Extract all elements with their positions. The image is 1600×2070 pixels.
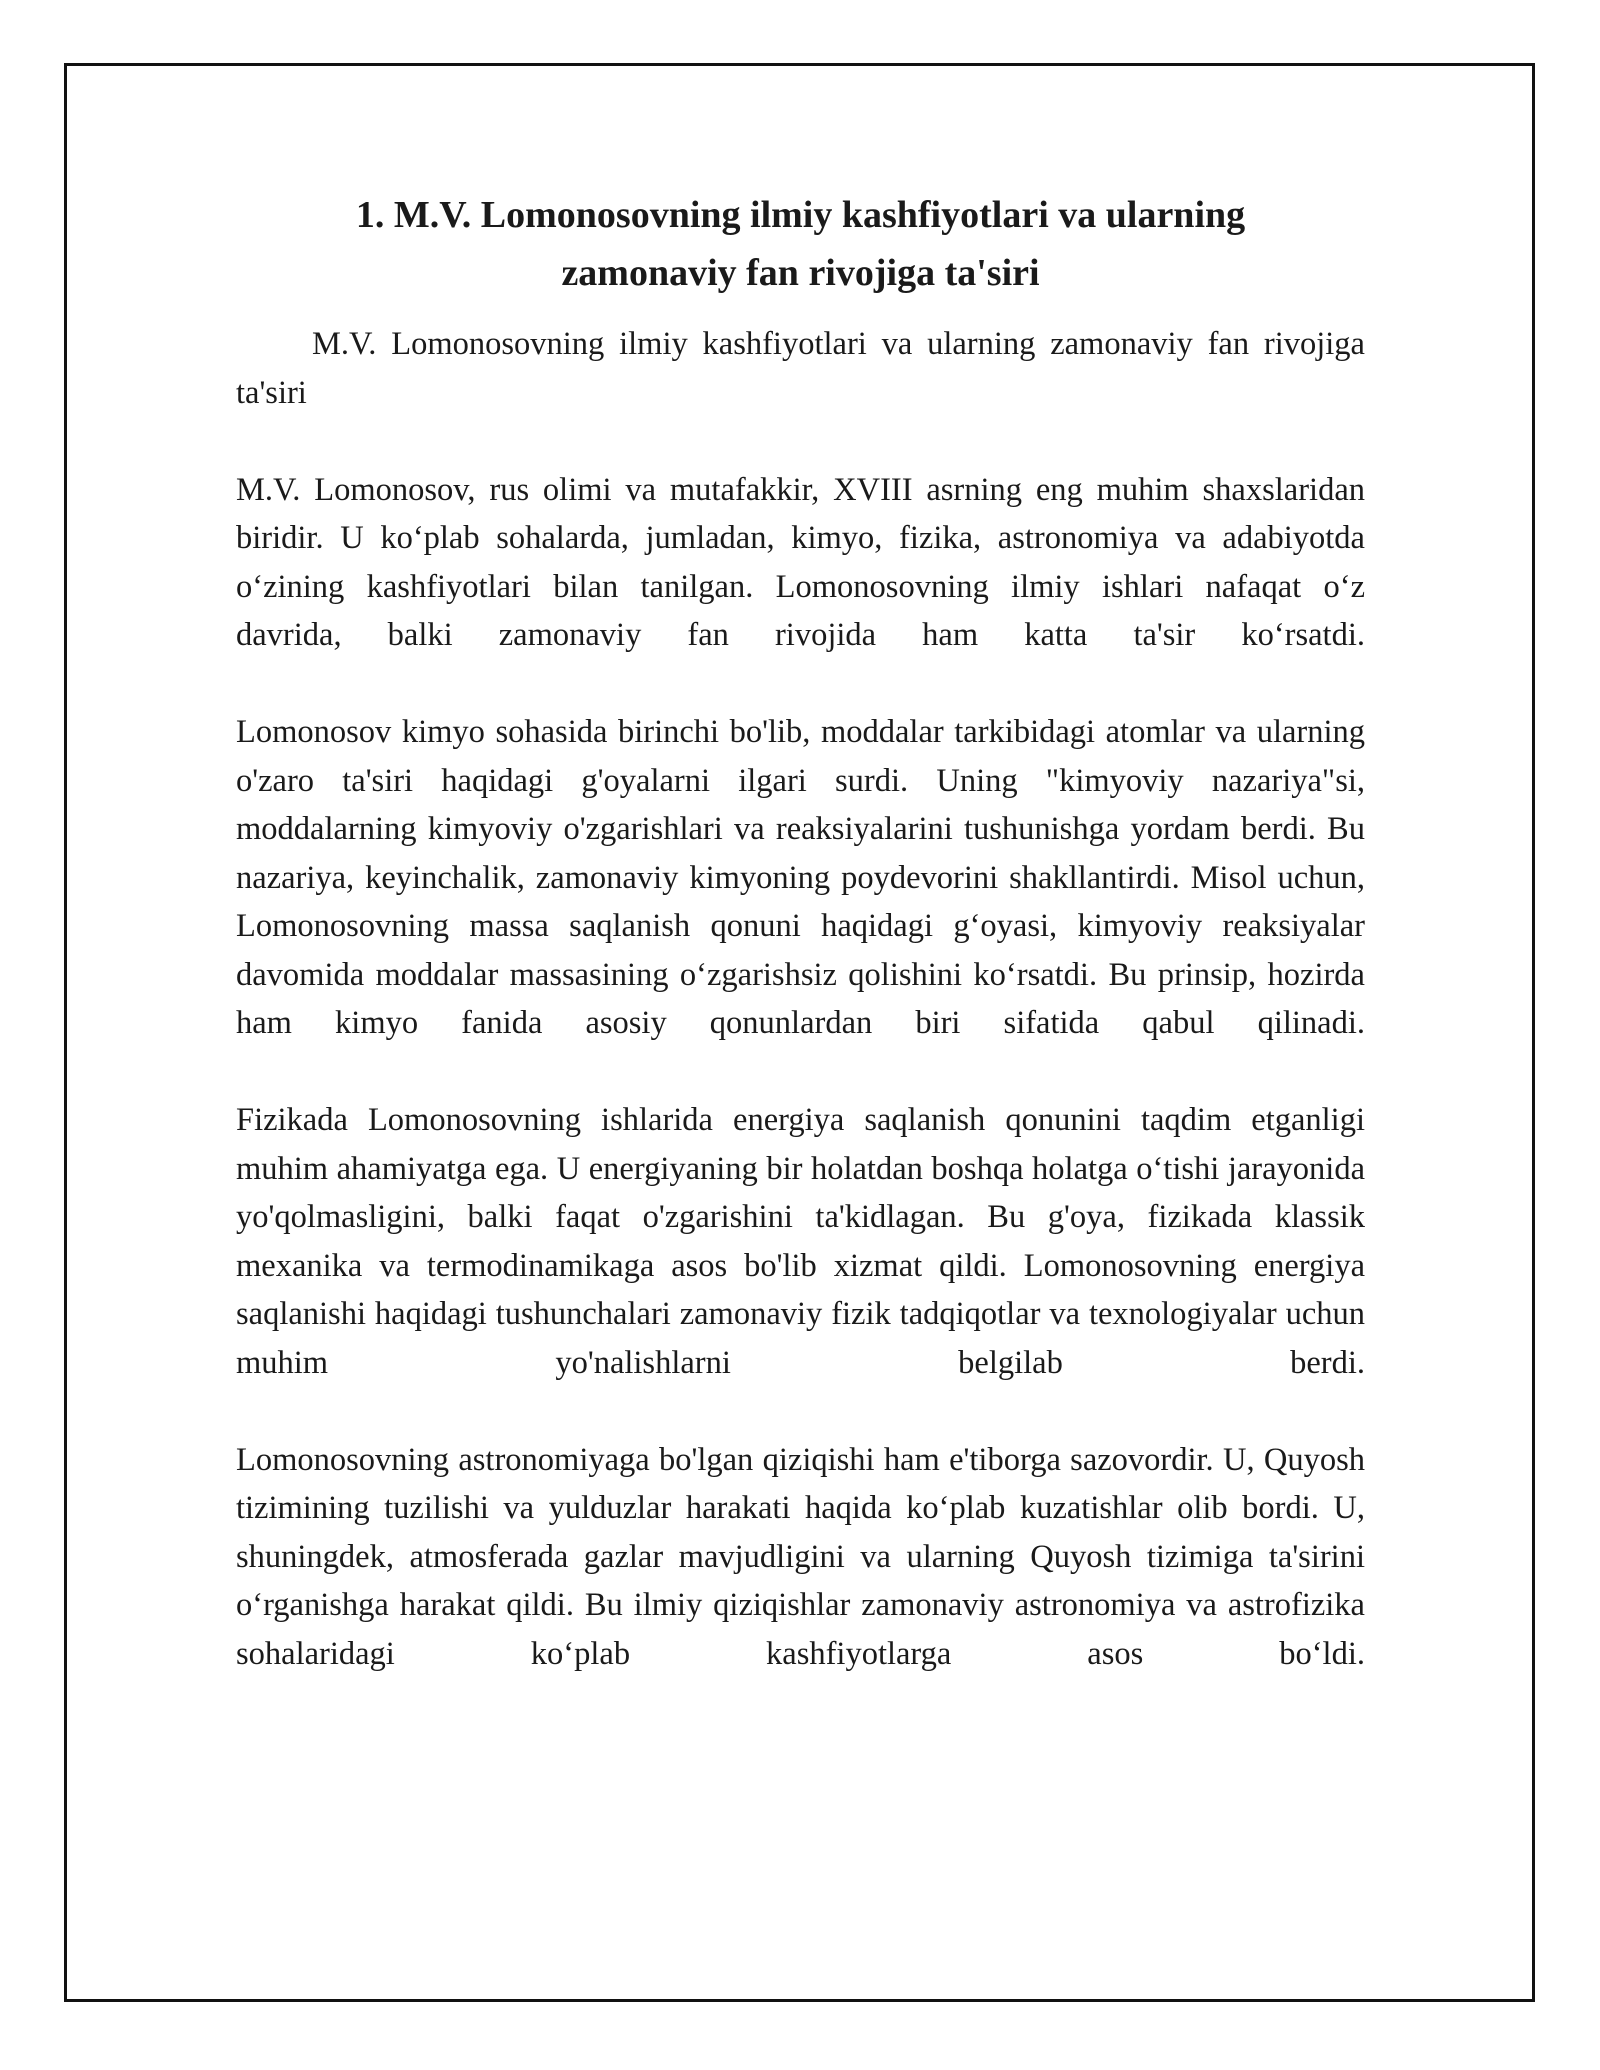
intro-paragraph: M.V. Lomonosovning ilmiy kashfiyotlari va ularning zamonaviy fan rivojiga ta'siri bbox=[236, 326, 1365, 411]
paragraph-gap bbox=[236, 1387, 1365, 1436]
paragraph-gap bbox=[236, 1048, 1365, 1097]
paragraph-3: Fizikada Lomonosovning ishlarida energiya saqlanish qonunini taqdim etganligi muhim ahamiyatga ega. U energiyaning bir holatdan boshqa holatga o‘tishi jarayonida yo'qolmasligini, balki faqat o'zgarishini ta'kidlagan. Bu g'oya, fizikada klassik mexanika va termodinamikaga asos bo'lib xizmat qildi. Lomonosovning energiya saqlanishi haqidagi tushunchalari zamonaviy fizik tadqiqotlar va texnologiyalar uchun muhim yo'nalishlarni belgilab berdi. bbox=[236, 1102, 1365, 1381]
paragraph-1: M.V. Lomonosov, rus olimi va mutafakkir, XVIII asrning eng muhim shaxslaridan biridir. U ko‘plab sohalarda, jumladan, kimyo, fizika, astronomiya va adabiyotda o‘zining kashfiyotlari bilan tanilgan. Lomonosovning ilmiy ishlari nafaqat o‘z davrida, balki zamonaviy fan rivojida ham katta ta'sir ko‘rsatdi. bbox=[236, 471, 1365, 653]
title-line-1: 1. M.V. Lomonosovning ilmiy kashfiyotlari va ularning bbox=[355, 194, 1246, 236]
paragraph-4: Lomonosovning astronomiyaga bo'lgan qiziqishi ham e'tiborga sazovordir. U, Quyosh tizimining tuzilishi va yulduzlar harakati haqida ko‘plab kuzatishlar olib bordi. U, shuningdek, atmosferada gazlar mavjudligini va ularning Quyosh tizimiga ta'sirini o‘rganishga harakat qildi. Bu ilmiy qiziqishlar zamonaviy astronomiya va astrofizika sohalaridagi ko‘plab kashfiyotlarga asos bo‘ldi. bbox=[236, 1441, 1365, 1672]
document-title bbox=[236, 186, 1365, 302]
document-body bbox=[236, 186, 1365, 1678]
paragraph-gap bbox=[236, 660, 1365, 709]
paragraph-gap bbox=[236, 417, 1365, 466]
paragraph-2: Lomonosov kimyo sohasida birinchi bo'lib, moddalar tarkibidagi atomlar va ularning o'zaro ta'siri haqidagi g'oyalarni ilgari surdi. Uning "kimyoviy nazariya"si, moddalarning kimyoviy o'zgarishlari va reaksiyalarini tushunishga yordam berdi. Bu nazariya, keyinchalik, zamonaviy kimyoning poydevorini shakllantirdi. Misol uchun, Lomonosovning massa saqlanish qonuni haqidagi g‘oyasi, kimyoviy reaksiyalar davomida moddalar massasining o‘zgarishsiz qolishini ko‘rsatdi. Bu prinsip, hozirda ham kimyo fanida asosiy qonunlardan biri sifatida qabul qilinadi. bbox=[236, 714, 1365, 1041]
title-line-2: zamonaviy fan rivojiga ta'siri bbox=[561, 252, 1040, 294]
